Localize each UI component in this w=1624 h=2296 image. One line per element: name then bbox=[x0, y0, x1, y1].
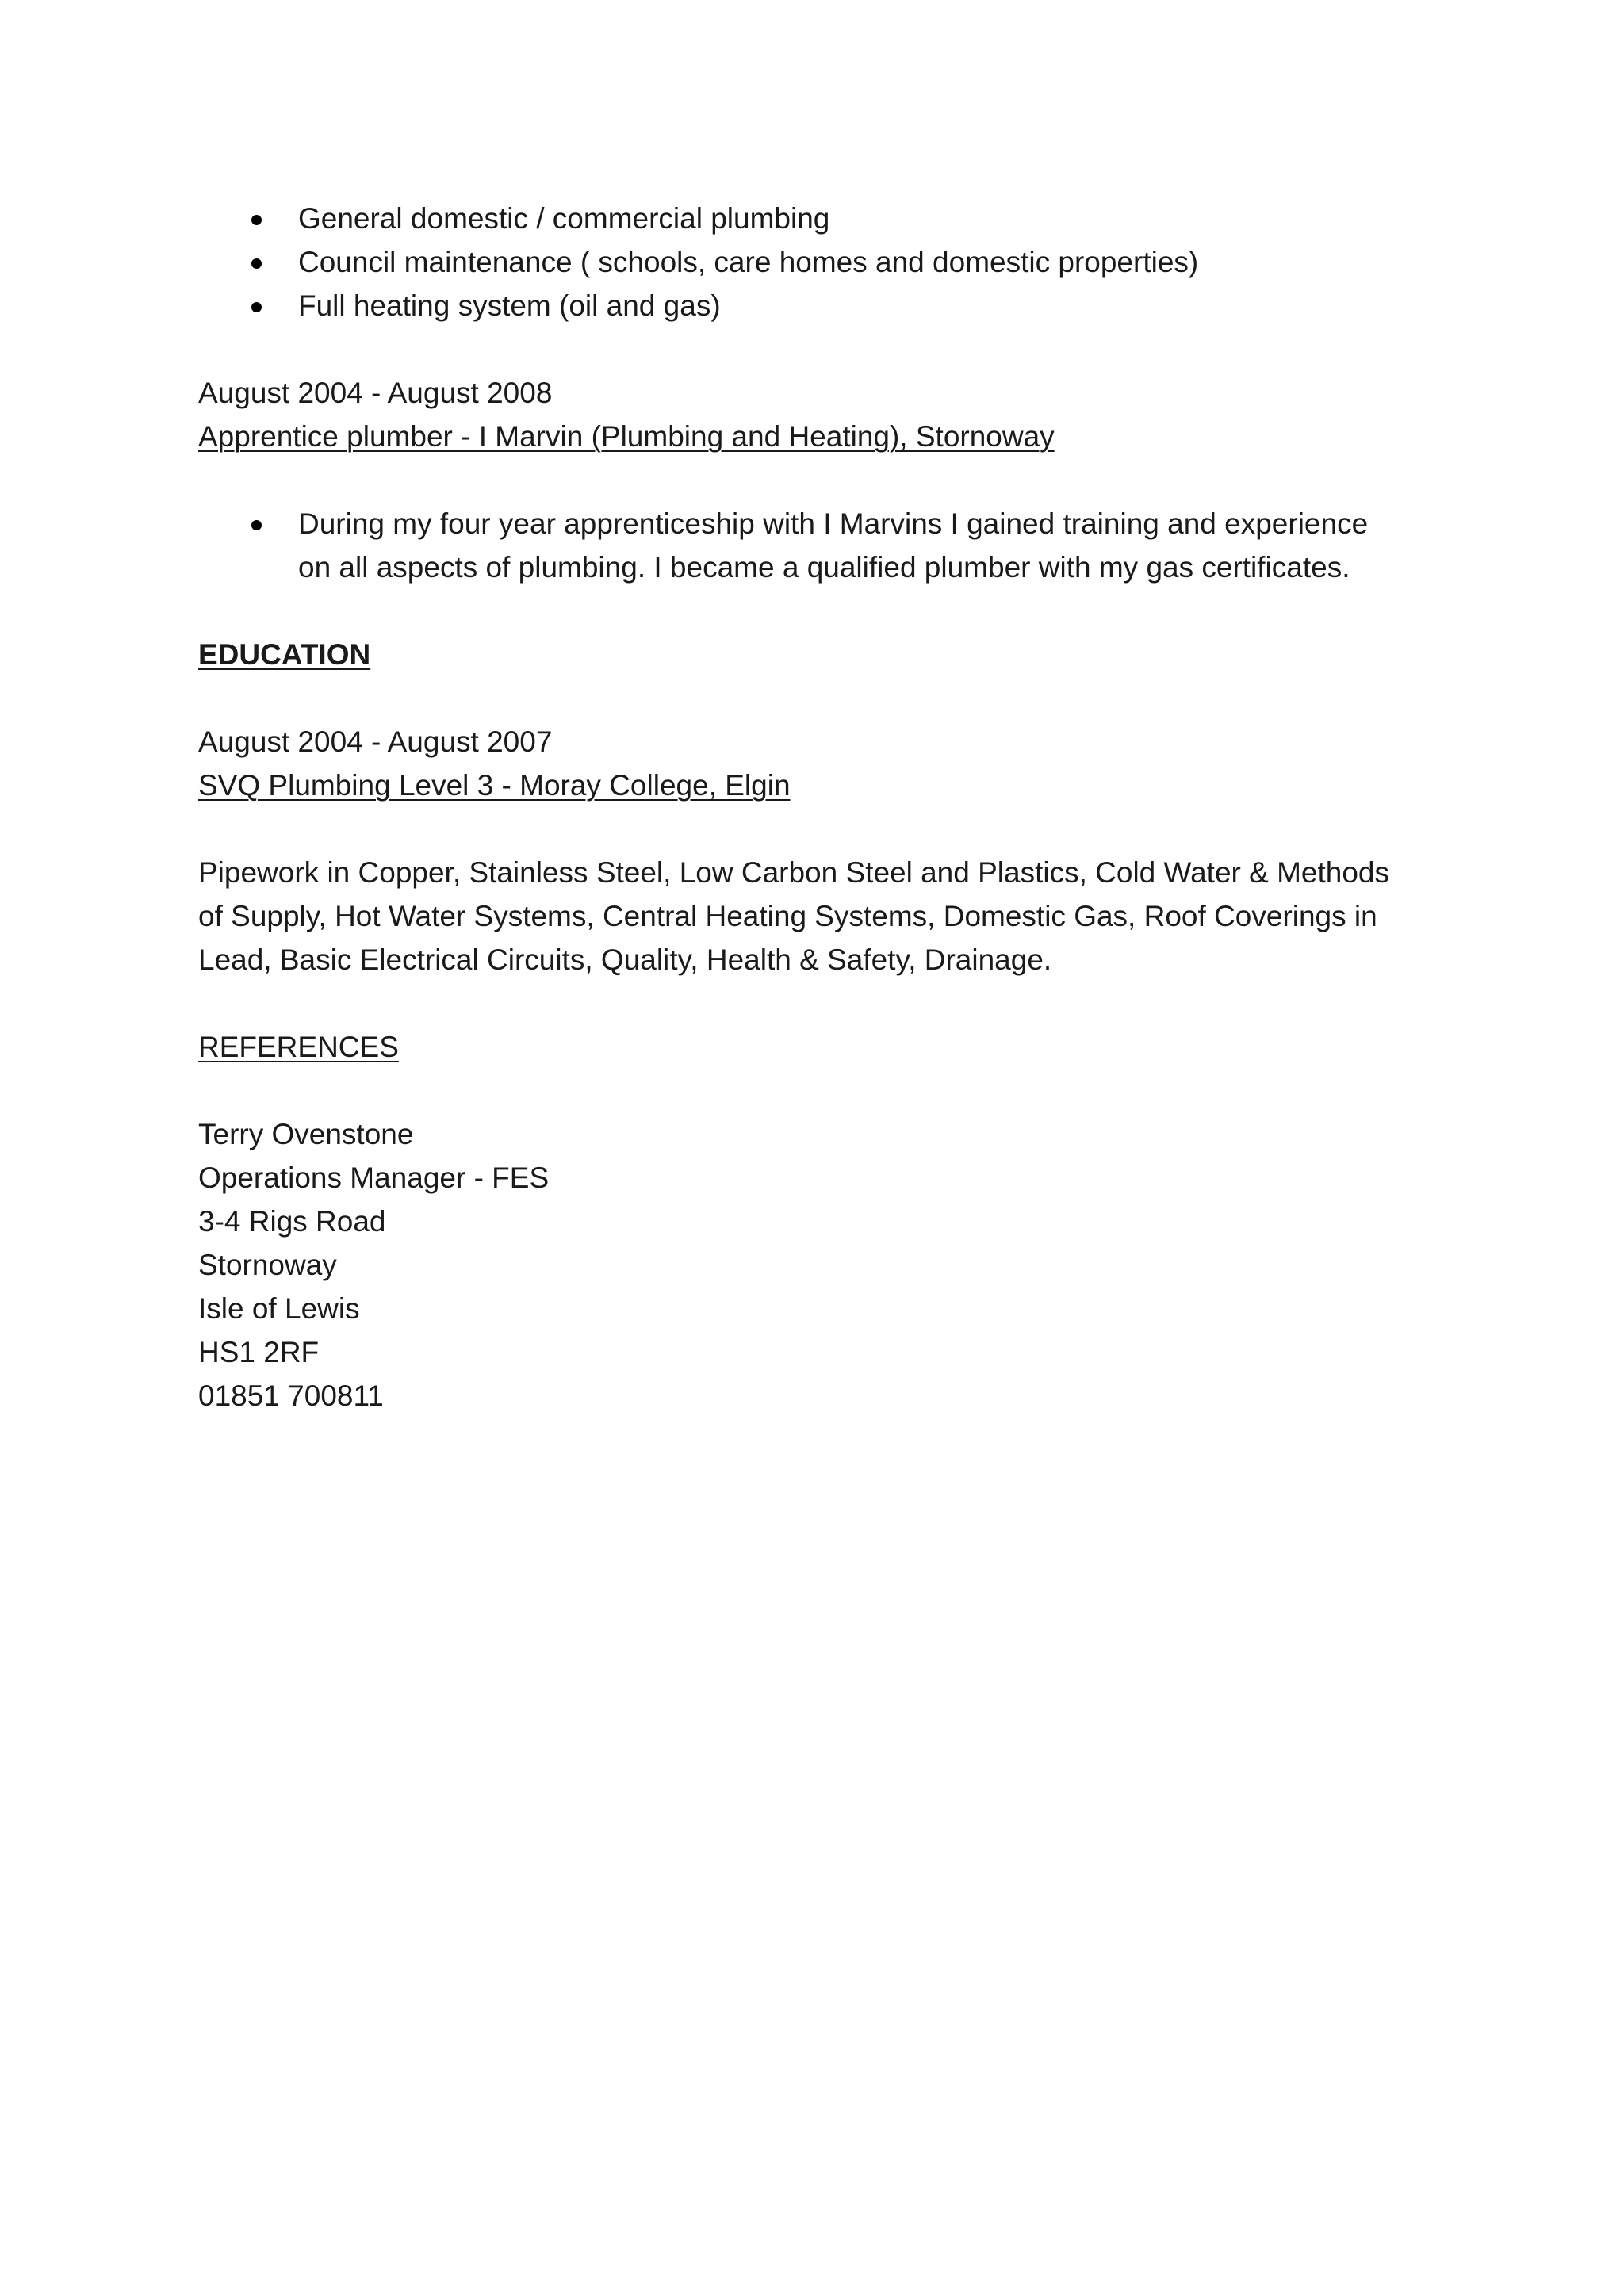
list-item bbox=[198, 502, 1435, 589]
references-heading: REFERENCES bbox=[198, 1031, 399, 1063]
bullet-text: General domestic / commercial plumbing bbox=[298, 202, 830, 235]
education-description-line: Pipework in Copper, Stainless Steel, Low Carbon Steel and Plastics, Cold Water & Methods bbox=[198, 856, 1389, 889]
education-course: SVQ Plumbing Level 3 - Moray College, Elgin bbox=[198, 769, 791, 802]
bullet-text: Council maintenance ( schools, care homes and domestic properties) bbox=[298, 246, 1199, 278]
bullet-icon bbox=[251, 302, 262, 312]
bullet-icon bbox=[251, 520, 262, 530]
bullet-text-line: During my four year apprenticeship with I Marvins I gained training and experience bbox=[298, 507, 1369, 540]
list-item bbox=[198, 284, 1435, 327]
reference-postcode: HS1 2RF bbox=[198, 1336, 320, 1368]
reference-address: 3-4 Rigs Road bbox=[198, 1205, 386, 1238]
apprenticeship-dates: August 2004 - August 2008 bbox=[198, 377, 553, 409]
apprenticeship-title: Apprentice plumber - I Marvin (Plumbing and Heating), Stornoway bbox=[198, 420, 1055, 453]
education-description-line: Lead, Basic Electrical Circuits, Quality, Health & Safety, Drainage. bbox=[198, 943, 1052, 976]
experience-bullet-list bbox=[198, 197, 1435, 327]
education-heading: EDUCATION bbox=[198, 638, 371, 671]
bullet-icon bbox=[251, 258, 262, 269]
education-description-line: of Supply, Hot Water Systems, Central Heating Systems, Domestic Gas, Roof Coverings in bbox=[198, 900, 1377, 932]
bullet-text-line: on all aspects of plumbing. I became a qualified plumber with my gas certificates. bbox=[298, 551, 1350, 584]
bullet-icon bbox=[251, 215, 262, 225]
list-item bbox=[198, 197, 1435, 240]
reference-town: Stornoway bbox=[198, 1249, 337, 1281]
apprenticeship-bullet-list bbox=[198, 502, 1435, 589]
reference-name: Terry Ovenstone bbox=[198, 1118, 414, 1150]
cv-content bbox=[198, 197, 1435, 1418]
education-dates: August 2004 - August 2007 bbox=[198, 725, 553, 758]
reference-role: Operations Manager - FES bbox=[198, 1161, 550, 1194]
reference-region: Isle of Lewis bbox=[198, 1292, 360, 1325]
list-item bbox=[198, 240, 1435, 284]
bullet-text: Full heating system (oil and gas) bbox=[298, 289, 721, 322]
reference-phone: 01851 700811 bbox=[198, 1380, 384, 1412]
